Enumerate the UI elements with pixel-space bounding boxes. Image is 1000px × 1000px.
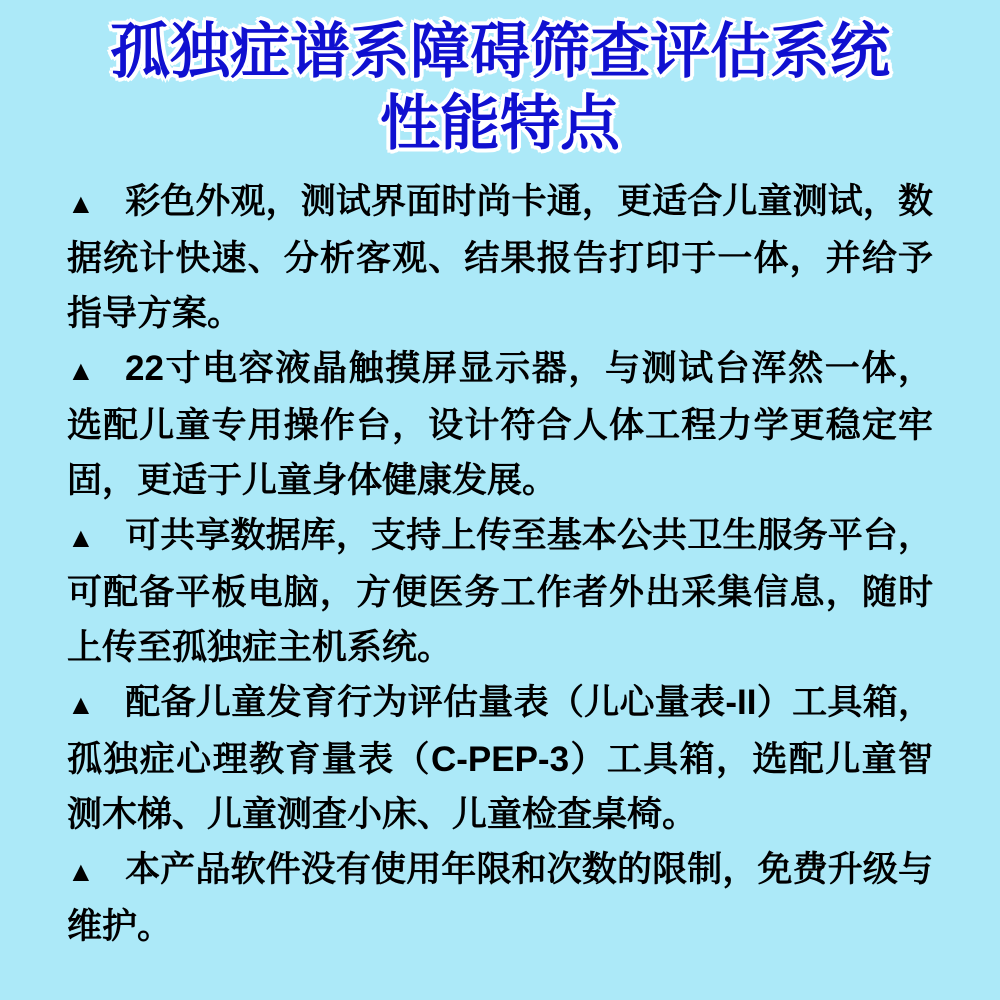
feature-text: 本产品软件没有使用年限和次数的限制，免费升级与维护。: [67, 850, 933, 946]
page-title: [0, 0, 1000, 160]
triangle-bullet-icon: ▲: [67, 355, 95, 386]
feature-item-toolkits: [67, 675, 933, 842]
feature-item-database: [67, 508, 933, 675]
feature-text: 可共享数据库，支持上传至基本公共卫生服务平台，可配备平板电脑，方便医务工作者外出采集信息，随时上传至孤独症主机系统。: [67, 516, 933, 667]
feature-item-touchscreen: [67, 341, 933, 508]
feature-item-license: [67, 842, 933, 954]
triangle-bullet-icon: ▲: [67, 188, 95, 219]
feature-text: 彩色外观，测试界面时尚卡通，更适合儿童测试，数据统计快速、分析客观、结果报告打印于一体，并给予指导方案。: [67, 182, 933, 333]
feature-item-appearance: [67, 174, 933, 341]
title-line-2: 性能特点: [380, 90, 620, 157]
title-line-1: 孤独症谱系障碍筛查评估系统: [110, 18, 890, 85]
feature-text: 22寸电容液晶触摸屏显示器，与测试台浑然一体，选配儿童专用操作台，设计符合人体工程力学更稳定牢固，更适于儿童身体健康发展。: [67, 349, 933, 500]
triangle-bullet-icon: ▲: [67, 856, 95, 887]
feature-list: [0, 174, 1000, 954]
feature-text: 配备儿童发育行为评估量表（儿心量表-II）工具箱，孤独症心理教育量表（C-PEP-3）工具箱，选配儿童智测木梯、儿童测查小床、儿童检查桌椅。: [67, 683, 933, 834]
triangle-bullet-icon: ▲: [67, 689, 95, 720]
triangle-bullet-icon: ▲: [67, 522, 95, 553]
